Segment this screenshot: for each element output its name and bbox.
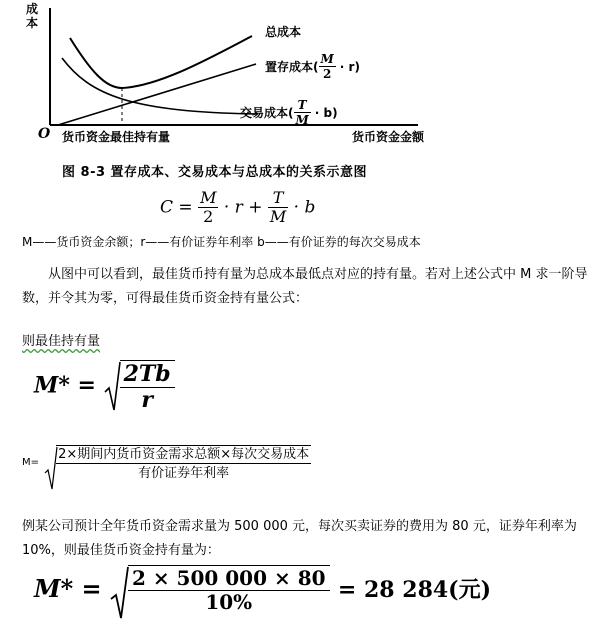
sqrt-sign-small-icon [44, 445, 58, 491]
x-axis-label: 货币资金金额 [352, 130, 425, 144]
optimal-formula-frac [120, 360, 175, 411]
trade-cost-num: T [294, 99, 311, 113]
figure-caption: 图 8-3 置存成本、交易成本与总成本的关系示意图 [62, 165, 368, 180]
trade-cost-prefix: 交易成本( [240, 106, 294, 120]
optimal-formula-num: 2Tb [120, 363, 175, 388]
total-cost-curve [70, 36, 252, 88]
example-formula-sqrt [110, 565, 330, 612]
trade-cost-fraction [294, 99, 311, 126]
optimal-formula-words [22, 445, 311, 480]
holding-cost-prefix: 置存成本( [265, 60, 319, 74]
holding-cost-num: M [320, 52, 334, 66]
y-axis-label: 成本 [26, 2, 39, 30]
holding-cost-line [58, 64, 256, 125]
holding-cost-suffix: · r) [339, 59, 360, 74]
example-formula-result: = 28 284(元) [337, 577, 491, 603]
sqrt-sign-large-icon [110, 565, 130, 621]
optimal-formula-den: r [141, 387, 153, 413]
then-optimal-label [22, 330, 100, 354]
trade-cost-curve [62, 58, 258, 114]
cost-formula-frac1-den: 2 [203, 207, 214, 226]
holding-cost-fraction [319, 53, 336, 80]
optimal-formula [34, 360, 175, 411]
optimal-formula-words-num: 2×期间内货币资金需求总额×每次交易成本 [58, 447, 310, 462]
variable-definitions: M——货币资金余额；r——有价证券年利率 b——有价证券的每次交易成本 [22, 235, 421, 249]
optimal-formula-words-frac [56, 445, 311, 480]
trade-cost-suffix: · b) [314, 105, 338, 120]
trade-cost-label [240, 99, 338, 126]
example-formula [34, 565, 491, 612]
optimal-formula-words-lhs: M= [22, 457, 40, 468]
cost-formula-frac2-den: M [269, 207, 287, 226]
example-formula-num: 2 × 500 000 × 80 [128, 568, 330, 591]
optimal-formula-words-den: 有价证券年利率 [138, 466, 230, 481]
sqrt-sign-icon [104, 360, 122, 414]
explanation-paragraph: 从图中可以看到，最佳货币持有量为总成本最低点对应的持有量。若对上述公式中 M 求一阶导数，并令其为零，可得最佳货币资金持有量公式： [22, 267, 588, 306]
optimal-formula-words-sqrt [44, 445, 311, 480]
cost-formula-frac1 [198, 190, 218, 225]
example-formula-lhs: M* = [34, 574, 102, 603]
cost-formula-mid: · r + [223, 197, 263, 218]
cost-chart [0, 0, 606, 160]
cost-formula-frac1-num: M [200, 188, 217, 207]
optimal-label: 货币资金最佳持有量 [62, 130, 171, 144]
cost-formula-frac2-num: T [268, 190, 288, 208]
holding-cost-label [265, 53, 360, 80]
example-formula-den: 10% [205, 590, 253, 614]
optimal-formula-lhs: M* = [34, 372, 96, 399]
cost-formula-lhs: C = [160, 197, 193, 218]
cost-formula-tail: · b [293, 197, 316, 218]
example-formula-frac [128, 565, 330, 612]
then-optimal-text: 则最佳持有量 [22, 334, 101, 349]
example-paragraph: 例某公司预计全年货币资金需求量为 500 000 元，每次买卖证券的费用为 80 元，证券年利率为 10%，则最佳货币资金持有量为： [22, 519, 577, 558]
total-cost-label: 总成本 [265, 25, 302, 39]
trade-cost-den: M [295, 113, 309, 127]
cost-formula-frac2 [268, 190, 288, 225]
cost-formula [160, 190, 315, 225]
holding-cost-den: 2 [322, 67, 332, 81]
optimal-formula-sqrt [104, 360, 175, 411]
origin-label: O [38, 126, 51, 142]
